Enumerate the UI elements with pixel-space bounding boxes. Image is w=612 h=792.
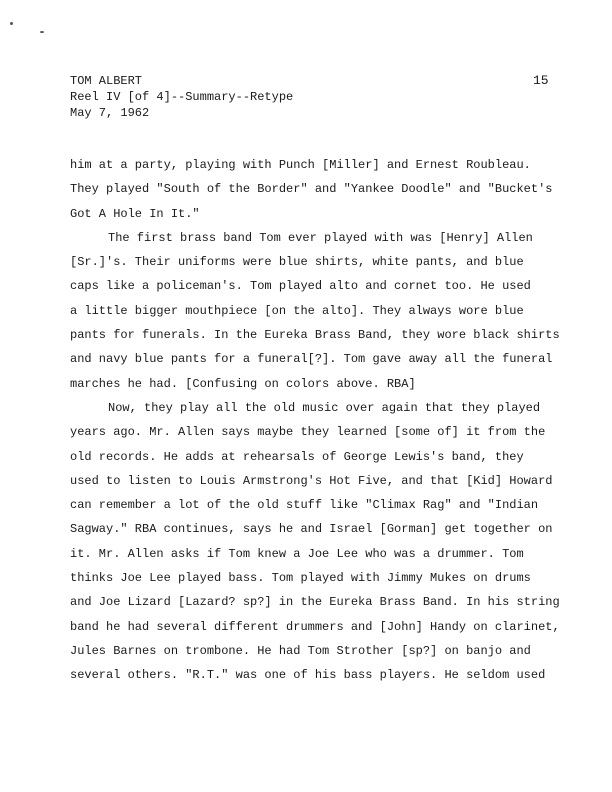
page-number: 15	[533, 73, 549, 88]
text-line: Now, they play all the old music over again that they played	[108, 400, 541, 415]
text-line: can remember a lot of the old stuff like "Climax Rag" and "Indian	[70, 498, 539, 513]
paragraph	[70, 396, 570, 688]
text-line: band he had several different drummers and [John] Handy on clarinet,	[70, 619, 560, 634]
text-line: it. Mr. Allen asks if Tom knew a Joe Lee who was a drummer. Tom	[70, 546, 524, 561]
text-line: marches he had. [Confusing on colors above. RBA]	[70, 376, 416, 391]
interviewee-name: TOM ALBERT	[70, 74, 143, 88]
text-line: used to listen to Louis Armstrong's Hot Five, and that [Kid] Howard	[70, 473, 553, 488]
text-line: old records. He adds at rehearsals of George Lewis's band, they	[70, 449, 524, 464]
document-header	[70, 73, 293, 121]
text-line: years ago. Mr. Allen says maybe they learned [some of] it from the	[70, 425, 546, 440]
text-line: Got A Hole In It."	[70, 206, 200, 221]
text-line: caps like a policeman's. Tom played alto and cornet too. He used	[70, 279, 531, 294]
scan-speck	[10, 22, 13, 25]
text-line: Jules Barnes on trombone. He had Tom Strother [sp?] on banjo and	[70, 643, 531, 658]
text-line: The first brass band Tom ever played with was [Henry] Allen	[108, 230, 533, 245]
text-line: several others. "R.T." was one of his bass players. He seldom used	[70, 668, 546, 683]
text-line: They played "South of the Border" and "Yankee Doodle" and "Bucket's	[70, 182, 553, 197]
text-line: [Sr.]'s. Their uniforms were blue shirts, white pants, and blue	[70, 255, 524, 270]
text-line: pants for funerals. In the Eureka Brass Band, they wore black shirts	[70, 328, 560, 343]
transcript-body	[70, 153, 570, 688]
text-line: and navy blue pants for a funeral[?]. Tom gave away all the funeral	[70, 352, 553, 367]
paragraph	[70, 226, 570, 396]
text-line: and Joe Lizard [Lazard? sp?] in the Eureka Brass Band. In his string	[70, 595, 560, 610]
paragraph	[70, 153, 570, 226]
text-line: Sagway." RBA continues, says he and Israel [Gorman] get together on	[70, 522, 553, 537]
scan-speck	[40, 31, 44, 33]
interview-date: May 7, 1962	[70, 106, 150, 120]
text-line: a little bigger mouthpiece [on the alto]. They always wore blue	[70, 303, 524, 318]
text-line: thinks Joe Lee played bass. Tom played with Jimmy Mukes on drums	[70, 571, 531, 586]
text-line: him at a party, playing with Punch [Miller] and Ernest Roubleau.	[70, 158, 531, 172]
reel-info: Reel IV [of 4]--Summary--Retype	[70, 90, 294, 104]
